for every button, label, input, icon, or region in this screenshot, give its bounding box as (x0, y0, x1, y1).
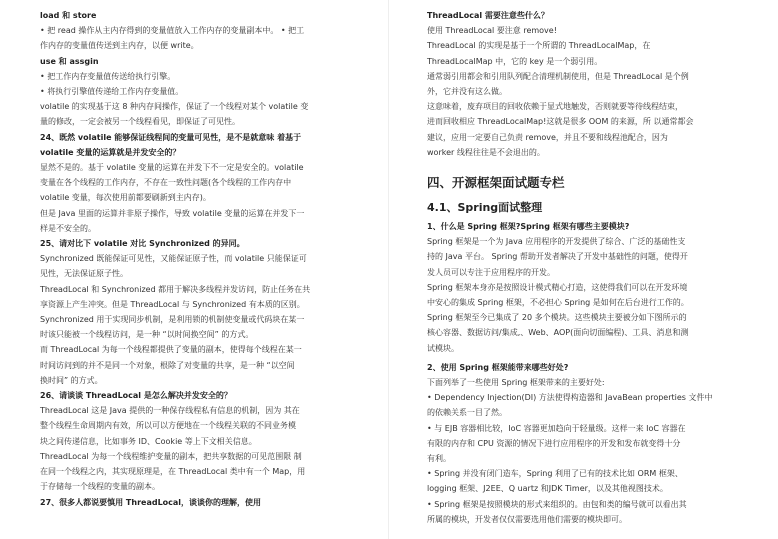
body-text-line: 中安心的集成 Spring 框架，不必担心 Spring 是如何在后台进行工作的。 (427, 298, 689, 308)
section-heading: 四、开源框架面试题专栏 (427, 175, 565, 191)
body-text-line: Spring 框架本身亦是按照设计模式精心打造，这使得我们可以在开发环境 (427, 282, 688, 292)
body-text-line: worker 线程往往是不会退出的。 (427, 147, 545, 157)
body-text-line: 进而回收相应 ThreadLocalMap!这就是很多 OOM 的来源，所 以通常都会 (427, 117, 694, 127)
body-text-line: 块之间传递信息，比如事务 ID、Cookie 等上下文相关信息。 (40, 436, 257, 446)
body-text-line: 时间访问到的并不是同一个对象，根除了对变量的共享，是一种 “以空间 (40, 360, 295, 370)
question-heading-line: 24、既然 volatile 能够保证线程间的变量可见性，是不是就意味 着基于 (40, 132, 302, 142)
question-heading-line: 26、请谈谈 ThreadLocal 是怎么解决并发安全的？ (40, 391, 232, 401)
body-text-line: 享资源上产生冲突。但是 ThreadLocal 与 Synchronized 有本质的区别。 (40, 299, 305, 309)
body-text-line: 时该只能被一个线程访问，是一种 “以时间换空间” 的方式。 (40, 330, 254, 340)
body-text-line: 的依赖关系一目了然。 (427, 408, 507, 418)
question-heading-line: load 和 store (40, 11, 97, 20)
body-text-line: ThreadLocal 这是 Java 提供的一种保存线程私有信息的机制，因为 其在 (40, 406, 300, 416)
body-text-line: 变量在各个线程的工作内存，不存在一致性问题(各个线程的工作内存中 (40, 178, 292, 188)
body-text-line: • 把工作内存变量值传送给执行引擎。 (40, 71, 176, 81)
body-text-line: 发人员可以专注于应用程序的开发。 (427, 267, 555, 277)
body-text-line: 外，它并没有这么做。 (427, 87, 507, 97)
body-text-line: 在同一个线程之内，其实现原理是，在 ThreadLocal 类中有一个 Map，用 (40, 467, 306, 477)
body-text-line: 换时间” 的方式。 (40, 375, 103, 385)
body-text-line: ThreadLocal 为每一个线程维护变量的副本，把共享数据的可见范围限 制 (40, 451, 302, 461)
body-text-line: ThreadLocalMap 中，它的 key 是一个弱引用。 (427, 56, 603, 66)
body-text-line: 作内存的变量值传送到主内存，以便 write。 (40, 41, 199, 51)
body-text-line: 见性，无法保证原子性。 (40, 269, 128, 279)
body-text-line: Spring 框架是一个为 Java 应用程序的开发提供了综合、广泛的基础性支 (427, 237, 686, 247)
question-heading-line: ThreadLocal 需要注意些什么？ (427, 11, 549, 20)
body-text-line: • 与 EJB 容器相比较，IoC 容器更加趋向于轻量级。这样一来 IoC 容器在 (427, 423, 686, 433)
body-text-line: 样是不安全的。 (40, 223, 96, 233)
question-heading-line: 25、请对比下 volatile 对比 Synchronized 的异同。 (40, 239, 245, 249)
body-text-line: 于存储每一个线程的变量的副本。 (40, 482, 160, 492)
body-text-line: ThreadLocal 的实现是基于一个所谓的 ThreadLocalMap，在 (427, 41, 651, 51)
body-text-line: • Spring 框架是按照模块的形式来组织的。由包和类的编号就可以看出其 (427, 499, 687, 509)
body-text-line: 有限的内存和 CPU 资源的情况下进行应用程序的开发和发布就变得十分 (427, 438, 681, 448)
body-text-line: Spring 框架至今已集成了 20 多个模块。这些模块主要被分如下图所示的 (427, 313, 687, 323)
right-page (389, 0, 778, 539)
body-text-line: 通常弱引用都会和引用队列配合清理机制使用，但是 ThreadLocal 是个例 (427, 71, 689, 81)
body-text-line: volatile 的实现基于这 8 种内存间操作，保证了一个线程对某个 volatile 变 (40, 102, 309, 112)
question-heading-line: use 和 assgin (40, 56, 99, 66)
body-text-line: • Spring 并没有闭门造车，Spring 利用了已有的技术比如 ORM 框架、 (427, 469, 683, 479)
body-text-line: • Dependency Injection(DI) 方法使得构造器和 JavaBean properties 文件中 (427, 393, 713, 403)
body-text-line: Synchronized 用于实现同步机制，是利用锁的机制使变量或代码块在某一 (40, 315, 305, 325)
body-text-line: • 将执行引擎值传递给工作内存变量值。 (40, 87, 184, 97)
body-text-line: 但是 Java 里面的运算并非原子操作，导致 volatile 变量的运算在并发下一 (40, 208, 305, 218)
question-heading-line: 1、什么是 Spring 框架?Spring 框架有哪些主要模块? (427, 222, 630, 232)
body-text-line: • 把 read 操作从主内存得到的变量值放入工作内存的变量副本中。 • 把工 (40, 26, 305, 36)
body-text-line: 而 ThreadLocal 为每一个线程都提供了变量的副本，使得每个线程在某一 (40, 345, 302, 355)
body-text-line: 持的 Java 平台。 Spring 帮助开发者解决了开发中基础性的问题，使得开 (427, 252, 688, 262)
body-text-line: 这意味着，废弃项目的回收依赖于显式地触发，否则就要等待线程结束， (427, 102, 683, 112)
subsection-heading: 4.1、Spring面试整理 (427, 201, 543, 215)
body-text-line: ThreadLocal 和 Synchronized 都用于解决多线程并发访问，防止任务在共 (40, 284, 311, 294)
question-heading-line: 27、很多人都说要慎用 ThreadLocal，谈谈你的理解，使用 (40, 497, 262, 507)
body-text-line: 所属的模块，开发者仅仅需要选用他们需要的模块即可。 (427, 514, 627, 524)
body-text-line: 量的修改，一定会被另一个线程看见，即保证了可见性。 (40, 117, 240, 127)
body-text-line: 试模块。 (427, 343, 459, 353)
question-heading-line: volatile 变量的运算就是并发安全的？ (40, 147, 181, 157)
body-text-line: Synchronized 既能保证可见性，又能保证原子性，而 volatile 只能保证可 (40, 254, 307, 264)
body-text-line: 下面列举了一些使用 Spring 框架带来的主要好处: (427, 378, 605, 388)
body-text-line: 建议，应用一定要自己负责 remove，并且不要和线程池配合，因为 (427, 132, 668, 142)
body-text-line: 显然不是的。基于 volatile 变量的运算在并发下不一定是安全的。volatile (40, 163, 304, 173)
body-text-line: volatile 变量，每次使用前都要刷新到主内存)。 (40, 193, 211, 203)
body-text-line: 整个线程生命周期内有效，所以可以方便地在一个线程关联的不同业务模 (40, 421, 296, 431)
question-heading-line: 2、使用 Spring 框架能带来哪些好处? (427, 362, 569, 372)
body-text-line: logging 框架、J2EE、Q uartz 和JDK Timer，以及其他视图技术。 (427, 484, 668, 494)
body-text-line: 有利。 (427, 454, 451, 464)
body-text-line: 使用 ThreadLocal 要注意 remove! (427, 26, 557, 36)
body-text-line: 核心容器、数据访问/集成,、Web、AOP(面向切面编程)、工具、消息和测 (427, 328, 689, 338)
